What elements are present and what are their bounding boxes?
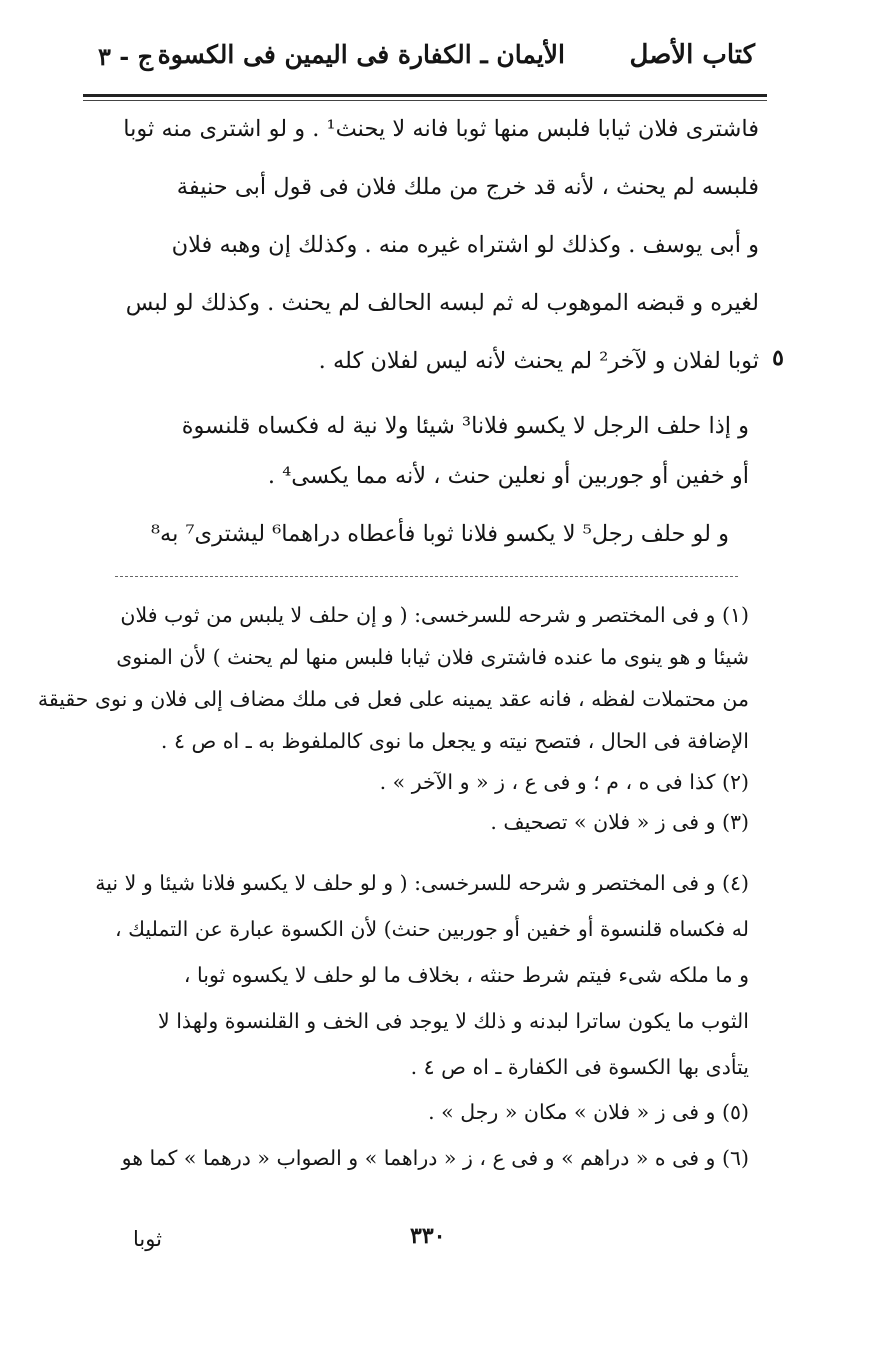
text-line: لغيره و قبضه الموهوب له ثم لبسه الحالف لم يحنث . وكذلك لو لبس — [125, 290, 759, 316]
footnotes — [37, 594, 749, 1182]
header-book-title: كتاب الأصل — [629, 40, 755, 70]
text-line: فاشترى فلان ثيابا فلبس منها ثوبا فانه لا يحنث¹ . و لو اشترى منه ثوبا — [123, 116, 759, 142]
text-line: و أبى يوسف . وكذلك لو اشتراه غيره منه . وكذلك إن وهبه فلان — [171, 232, 759, 258]
main-paragraph-3: و لو حلف رجل⁵ لا يكسو فلانا ثوبا فأعطاه دراهما⁶ ليشترى⁷ به⁸ — [151, 521, 729, 547]
footnote-line: شيئا و هو ينوى ما عنده فاشترى فلان ثيابا فلبس منها لم يحنث ) لأن المنوى — [116, 645, 749, 669]
footnote-separator — [115, 576, 738, 577]
text-line: فلبسه لم يحنث ، لأنه قد خرج من ملك فلان فى قول أبى حنيفة — [176, 174, 759, 200]
header-chapter-title: الأيمان ـ الكفارة فى اليمين فى الكسوة — [157, 40, 565, 69]
footnote-line: من محتملات لفظه ، فانه عقد يمينه على فعل فى ملك مضاف إلى فلان و نوى حقيقة — [37, 687, 749, 711]
main-paragraph-2 — [129, 401, 749, 501]
page-number: ٣٣٠ — [410, 1223, 446, 1249]
footnote-line: يتأدى بها الكسوة فى الكفارة ـ اه ص ٤ . — [410, 1055, 749, 1079]
footnote-line: الإضافة فى الحال ، فتصح نيته و يجعل ما نوى كالملفوظ به ـ اه ص ٤ . — [160, 729, 749, 753]
footnote-line: (١) و فى المختصر و شرحه للسرخسى: ( و إن حلف لا يلبس من ثوب فلان — [120, 603, 749, 627]
footnote-1 — [37, 594, 749, 762]
text-line: أو خفين أو جوربين أو نعلين حنث ، لأنه مما يكسى⁴ . — [267, 463, 749, 489]
footnote-line: (٤) و فى المختصر و شرحه للسرخسى: ( و لو حلف لا يكسو فلانا شيئا و لا نية — [95, 871, 749, 895]
footnote-5: (٥) و فى ز « فلان » مكان « رجل » . — [428, 1100, 749, 1124]
text-line: ثوبا لفلان و لآخر² لم يحنث لأنه ليس لفلان كله . — [318, 348, 759, 374]
footnote-2: (٢) كذا فى ه ، م ؛ و فى ع ، ز « و الآخر » . — [379, 770, 749, 794]
footnote-line: و ما ملكه شىء فيتم شرط حنثه ، بخلاف ما لو حلف لا يكسوه ثوبا ، — [183, 963, 749, 987]
catchword: ثوبا — [133, 1227, 162, 1251]
header-volume: ج - ٣ — [98, 42, 154, 71]
running-header — [88, 38, 755, 82]
text-line: و إذا حلف الرجل لا يكسو فلانا³ شيئا ولا نية له فكساه قلنسوة — [181, 413, 749, 439]
footnote-4 — [95, 860, 749, 1090]
footnote-line: الثوب ما يكون ساترا لبدنه و ذلك لا يوجد فى الخف و القلنسوة ولهذا لا — [158, 1009, 749, 1033]
header-rule — [83, 94, 767, 97]
footnote-6: (٦) و فى ه « دراهم » و فى ع ، ز « دراهما » و الصواب « درهما » كما هو — [121, 1146, 749, 1170]
footnote-line: له فكساه قلنسوة أو خفين أو جوربين حنث) لأن الكسوة عبارة عن التمليك ، — [114, 917, 749, 941]
main-paragraph-1 — [123, 100, 759, 390]
line-marker: ٥ — [772, 345, 784, 371]
footnote-3: (٣) و فى ز « فلان » تصحيف . — [490, 810, 749, 834]
